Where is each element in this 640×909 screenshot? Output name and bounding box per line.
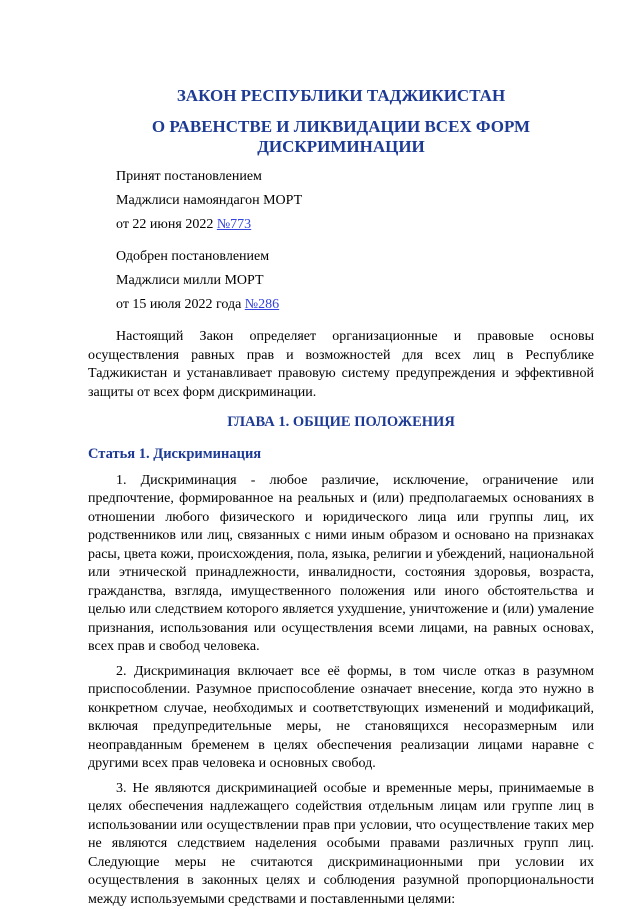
page-title: ЗАКОН РЕСПУБЛИКИ ТАДЖИКИСТАН (176, 86, 506, 105)
adoption-line-1: Принят постановлением (116, 169, 262, 185)
article-paragraph-2: 2. Дискриминация включает все её формы, в том числе отказ в разумном приспособлении. Разумное приспособление означает внесение, когда это нужно в конкретном случае, необходимых и соответствующих изменений и модификаций, включая предупредительные меры, не становящихся несоразмерным или неоправданным бременем в целях обеспечения реализации лицами наравне с другими всех прав человека и основных свобод. (88, 663, 594, 772)
article-heading: Статья 1. Дискриминация (88, 445, 262, 462)
chapter-heading: ГЛАВА 1. ОБЩИЕ ПОЛОЖЕНИЯ (227, 414, 455, 431)
document-subtitle: О РАВЕНСТВЕ И ЛИКВИДАЦИИ ВСЕХ ФОРМ ДИСКРИМИНАЦИИ (151, 116, 531, 157)
approval-date-text: от 15 июля 2022 года (116, 297, 245, 313)
article-paragraph-3: 3. Не являются дискриминацией особые и временные меры, принимаемые в целях обеспечения надлежащего содействия отдельным лицам или группе лиц в использовании или осуществлении прав при условии, что осуществление таких мер не являются следствием наделения особыми правами различных групп лиц. Следующие меры не считаются дискриминационными при условии их осуществления в законных целях и соблюдения разумной пропорциональности между используемыми средствами и поставленными целями: (88, 780, 594, 907)
approval-block (88, 248, 594, 313)
approval-line-2: Маджлиси милли МОРТ (116, 273, 264, 289)
adoption-date-text: от 22 июня 2022 (116, 217, 217, 233)
approval-decree-number-link[interactable]: №286 (244, 297, 280, 313)
intro-paragraph: Настоящий Закон определяет организационные и правовые основы осуществления равных прав и возможностей для всех лиц в Республике Таджикистан и устанавливает правовую систему предупреждения и эффективной защиты от всех форм дискриминации. (88, 329, 594, 400)
adoption-date-line (88, 216, 594, 233)
article-paragraph-1: 1. Дискриминация - любое различие, исключение, ограничение или предпочтение, формированное на реальных и (или) предполагаемых основаниях в отношении любого физического и юридического лица или группы лиц, их родственников или лиц, связанных с ними иным образом и основано на признаках расы, цвета кожи, происхождения, пола, языка, религии и убеждений, национальной или этнической принадлежности, инвалидности, состояния здоровья, возраста, гражданства, взгляда, имущественного положения или иного обстоятельства и целью или следствием которого является ухудшение, уничтожение и (или) умаление признания, использования или осуществления всеми лицами, на равных основах, всех прав и свобод человека. (88, 472, 594, 655)
adoption-decree-number-link[interactable]: №773 (216, 217, 252, 233)
approval-line-1: Одобрен постановлением (116, 249, 270, 265)
adoption-block (88, 168, 594, 233)
adoption-line-2: Маджлиси намояндагон МОРТ (116, 193, 303, 209)
approval-date-line (88, 296, 594, 313)
